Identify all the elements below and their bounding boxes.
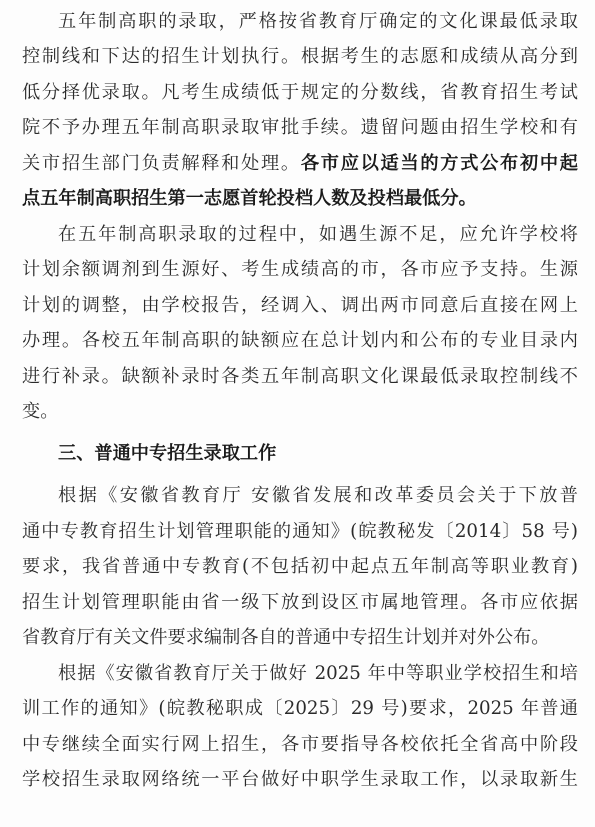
paragraph-line: 招生计划管理职能由省一级下放到设区市属地管理。各市应依据 <box>22 592 578 613</box>
paragraph-line: 根据《安徽省教育厅关于做好 2025 年中等职业学校招生和培 <box>58 663 578 684</box>
emphasis-line: 点五年制高职招生第一志愿首轮投档人数及投档最低分。 <box>22 188 477 209</box>
paragraph-line: 训工作的通知》(皖教秘职成〔2025〕29 号)要求，2025 年普通 <box>22 698 578 719</box>
paragraph-line: 计划的调整，由学校报告，经调入、调出两市同意后直接在网上 <box>22 295 578 316</box>
paragraph-line: 计划余额调剂到生源好、考生成绩高的市，各市应予支持。生源 <box>22 259 578 280</box>
paragraph-line: 要求，我省普通中专教育(不包括初中起点五年制高等职业教育) <box>22 556 578 577</box>
paragraph-text: 关市招生部门负责解释和处理。 <box>22 153 301 174</box>
paragraph-line <box>22 151 578 177</box>
paragraph-line: 中专继续全面实行网上招生，各市要指导各校依托全省高中阶段 <box>22 734 578 755</box>
paragraph-line: 五年制高职的录取，严格按省教育厅确定的文化课最低录取 <box>58 11 578 32</box>
paragraph-line: 办理。各校五年制高职的缺额应在总计划内和公布的专业目录内 <box>22 330 578 351</box>
paragraph-line: 根据《安徽省教育厅 安徽省发展和改革委员会关于下放普 <box>58 485 578 506</box>
paragraph-line: 在五年制高职录取的过程中，如遇生源不足，应允许学校将 <box>58 224 578 245</box>
paragraph-line: 低分择优录取。凡考生成绩低于规定的分数线，省教育招生考试 <box>22 82 578 103</box>
emphasis-text: 各市应以适当的方式公布初中起 <box>300 153 578 174</box>
paragraph-line: 学校招生录取网络统一平台做好中职学生录取工作，以录取新生 <box>22 769 578 790</box>
paragraph-line: 院不予办理五年制高职录取审批手续。遗留问题由招生学校和有 <box>22 117 578 138</box>
paragraph-line: 变。 <box>22 401 59 422</box>
section-heading: 三、普通中专招生录取工作 <box>58 443 277 464</box>
paragraph-line: 通中专教育招生计划管理职能的通知》(皖教秘发〔2014〕58 号) <box>22 521 578 542</box>
paragraph-line: 省教育厅有关文件要求编制各自的普通中专招生计划并对外公布。 <box>22 627 550 648</box>
paragraph-line: 进行补录。缺额补录时各类五年制高职文化课最低录取控制线不 <box>22 366 578 387</box>
paragraph-line: 控制线和下达的招生计划执行。根据考生的志愿和成绩从高分到 <box>22 46 578 67</box>
